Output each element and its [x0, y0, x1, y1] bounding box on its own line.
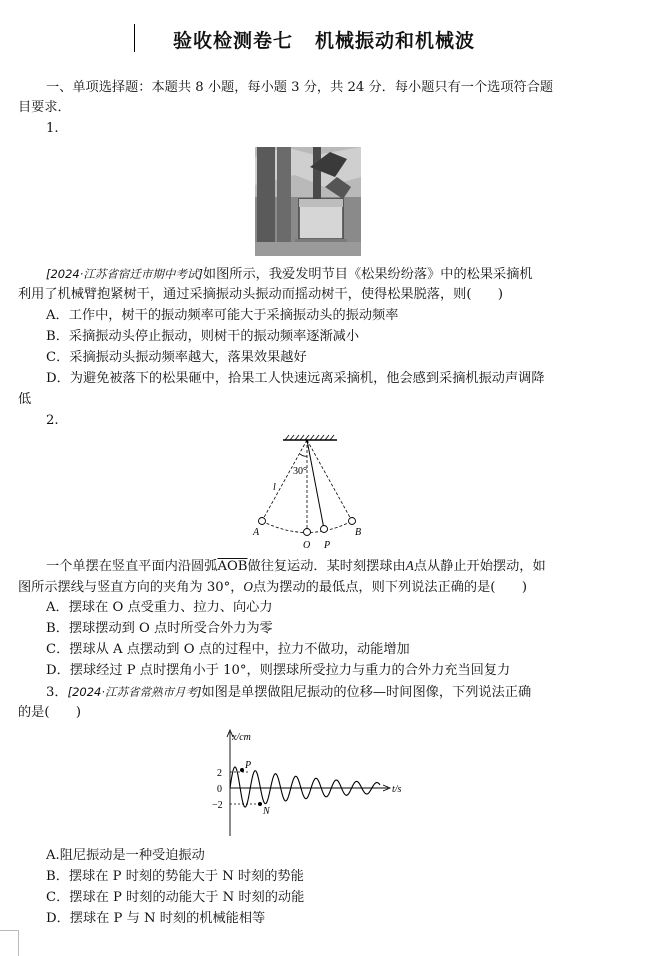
q2-point-o: O	[243, 579, 253, 594]
q3-number: 3．	[46, 685, 68, 700]
q2-stem-1c: 点从静止开始摆动，如	[413, 559, 546, 574]
q3-option-b: B．摆球在 P 时刻的势能大于 N 时刻的势能	[46, 869, 304, 884]
q2-arc-label: $\overline{AOB}$	[217, 559, 248, 574]
q2-label-b: B	[355, 527, 362, 538]
q2-length-label: l	[273, 482, 276, 493]
q2-bob-a	[259, 518, 266, 525]
q1-photo	[255, 147, 361, 256]
q1-stem-text: 如图所示，我爱发明节目《松果纷纷落》中的松果采摘机	[202, 267, 533, 282]
q2-point-a: A	[405, 558, 414, 573]
q2-stem-1a: 一个单摆在竖直平面内沿圆弧	[46, 559, 218, 574]
q3-point-p	[240, 768, 244, 772]
q3-option-a: A.阻尼振动是一种受迫振动	[46, 848, 205, 863]
q2-pendulum-figure	[245, 434, 375, 552]
q2-stem-2a: 图所示摆线与竖直方向的夹角为 30°，	[18, 580, 244, 595]
q3-stem-line2: 的是( )	[18, 705, 82, 720]
q3-damped-curve	[230, 767, 380, 807]
section-heading-line1: 一、单项选择题：本题共 8 小题，每小题 3 分，共 24 分．每小题只有一个选项符合题	[46, 80, 554, 95]
q2-label-o: O	[303, 540, 311, 551]
q2-stem-line1	[46, 556, 648, 577]
q3-label-p: P	[245, 760, 252, 771]
q3-tick-0: 0	[217, 784, 222, 795]
q2-number: 2.	[46, 413, 59, 428]
q1-option-d-cont: 低	[18, 392, 32, 407]
q2-bob-p	[321, 526, 328, 533]
q1-number: 1.	[46, 121, 59, 136]
q2-option-b: B．摆球摆动到 O 点时所受合外力为零	[46, 621, 273, 636]
q1-option-a: A．工作中，树干的振动频率可能大于采摘振动头的振动频率	[46, 308, 399, 323]
q2-label-a: A	[253, 527, 260, 538]
q3-tick-minus2: −2	[212, 800, 223, 811]
q2-angle-label: 30°	[293, 466, 307, 477]
q1-source: [2024·江苏省宿迁市期中考试]	[46, 267, 203, 281]
q2-stem-1b: 做往复运动．某时刻摆球由	[247, 559, 406, 574]
q2-label-p: P	[324, 540, 331, 551]
q1-option-b: B．采摘振动头停止振动，则树干的振动频率逐渐减小	[46, 329, 360, 344]
q3-damped-oscillation-figure	[208, 726, 408, 838]
q2-stem-2b: 点为摆动的最低点，则下列说法正确的是( )	[252, 580, 527, 595]
q3-point-n	[258, 802, 262, 806]
q1-stem-line1	[46, 264, 648, 285]
q1-option-c: C．采摘振动头振动频率越大，落果效果越好	[46, 350, 307, 365]
q2-bob-b	[349, 518, 356, 525]
q3-tick-2: 2	[217, 768, 222, 779]
title-part1: 验收检测卷七	[172, 30, 293, 52]
q3-x-axis-label: t/s	[392, 784, 402, 795]
q2-option-a: A．摆球在 O 点受重力、拉力、向心力	[46, 600, 273, 615]
q1-stem-line2: 利用了机械臂抱紧树干，通过采摘振动头振动而摇动树干，使得松果脱落，则( )	[18, 287, 504, 302]
q2-option-d: D．摆球经过 P 点时摆角小于 10°，则摆球所受拉力与重力的合外力充当回复力	[46, 663, 511, 678]
q3-stem-line1	[46, 682, 648, 703]
title-part2: 机械振动和机械波	[315, 30, 476, 52]
page-corner-mark	[0, 930, 19, 956]
q3-source: [2024·江苏省常熟市月考]	[67, 685, 202, 699]
q2-bob-o	[304, 529, 311, 536]
q1-option-d: D．为避免被落下的松果砸中，拾果工人快速远离采摘机，他会感到采摘机振动声调降	[46, 371, 545, 386]
page-title	[0, 26, 648, 53]
q3-option-c: C．摆球在 P 时刻的动能大于 N 时刻的动能	[46, 890, 305, 905]
q2-stem-line2	[18, 577, 630, 598]
q3-y-axis-label: x/cm	[232, 732, 251, 743]
section-heading-line2: 目要求．	[18, 100, 71, 115]
q2-option-c: C．摆球从 A 点摆动到 O 点的过程中，拉力不做功，动能增加	[46, 642, 410, 657]
q3-label-n: N	[263, 806, 270, 817]
q3-stem-text: 如图是单摆做阻尼振动的位移—时间图像，下列说法正确	[201, 685, 532, 700]
q3-option-d: D．摆球在 P 与 N 时刻的机械能相等	[46, 911, 266, 926]
